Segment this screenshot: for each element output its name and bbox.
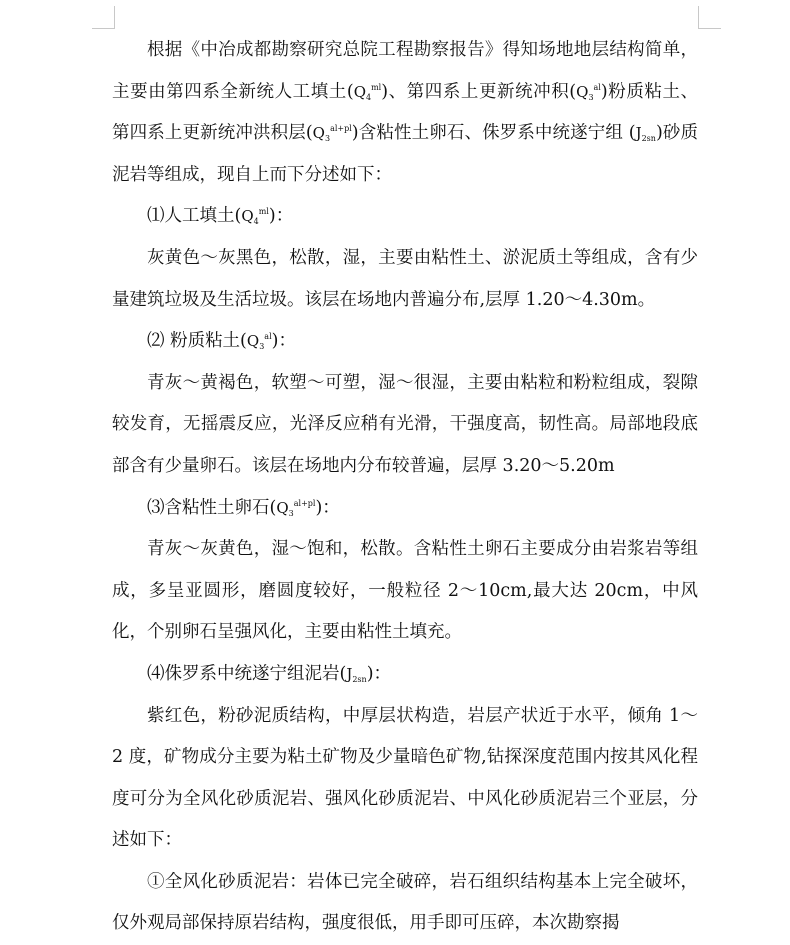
- upper-pleistocene-alluvial-pluvial-symbol: $Q_3^{al+pl}$: [312, 124, 352, 144]
- layer-2-description: 青灰～黄褐色，软塑～可塑，湿～很湿，主要由粘粒和粉粒组成，裂隙较发育，无摇震反应，光泽反应稍有光滑，干强度高，韧性高。局部地段底部含有少量卵石。该层在场地内分布较普遍，层厚 3.20～5.20m: [112, 372, 698, 476]
- sublayer-1-description: ①全风化砂质泥岩：岩体已完全破碎，岩石组织结构基本上完全破坏，仅外观局部保持原岩结构，强度很低，用手即可压碎，本次勘察揭: [112, 871, 698, 934]
- jurassic-suining-symbol: $J_{2sn}$: [635, 124, 656, 144]
- layer-2-heading: ⑵ 粉质粘土$(Q_3^{al})$：: [147, 331, 296, 352]
- layer-3-description: 青灰～灰黄色，湿～饱和，松散。含粘性土卵石主要成分由岩浆岩等组成，多呈亚圆形，磨圆度较好，一般粒径 2～10cm,最大达 20cm，中风化，个别卵石呈强风化，主要由粘性土填充。: [112, 539, 698, 643]
- upper-pleistocene-alluvial-symbol: $Q_3^{al}$: [576, 82, 601, 102]
- document-page: [112, 30, 698, 945]
- layer-3-heading: ⑶含粘性土卵石$(Q_3^{al+pl})$：: [147, 497, 340, 518]
- layer-4-description: 紫红色，粉砂泥质结构，中厚层状构造，岩层产状近于水平，倾角 1～2 度，矿物成分主要为粘土矿物及少量暗色矿物,钻探深度范围内按其风化程度可分为全风化砂质泥岩、强风化砂质泥岩、中风化砂质泥岩三个亚层，分述如下：: [112, 705, 698, 851]
- layer-1-symbol: $Q_4^{ml}$: [241, 207, 269, 227]
- layer-3-symbol: $Q_3^{al+pl}$: [276, 498, 316, 518]
- crop-mark-top-right: [698, 6, 721, 29]
- quaternary-holocene-symbol: $Q_4^{ml}$: [353, 82, 382, 102]
- layer-1-description: 灰黄色～灰黑色，松散，湿，主要由粘性土、淤泥质土等组成，含有少量建筑垃圾及生活垃圾。该层在场地内普遍分布,层厚 1.20～4.30m。: [112, 247, 698, 310]
- layer-2-symbol: $Q_3^{al}$: [246, 332, 272, 352]
- crop-mark-top-left: [92, 6, 115, 29]
- layer-4-symbol: $J_{2sn}$: [346, 664, 367, 684]
- layer-1-heading: ⑴人工填土$(Q_4^{ml})$：: [147, 206, 294, 227]
- layer-4-heading: ⑷侏罗系中统遂宁组泥岩$(J_{2sn})$：: [147, 663, 392, 684]
- intro-paragraph: 根据《中冶成都勘察研究总院工程勘察报告》得知场地地层结构简单，主要由第四系全新统人工填土$(Q_4^{ml})$、第四系上更新统冲积$(Q_3^{al})$粉质粘土、第四系上更新统冲洪积层$(Q_3^{al+pl})$含粘性土卵石、侏罗系中统遂宁组 $(J_{2sn})$砂质泥岩等组成，现自上而下分述如下：: [112, 40, 699, 185]
